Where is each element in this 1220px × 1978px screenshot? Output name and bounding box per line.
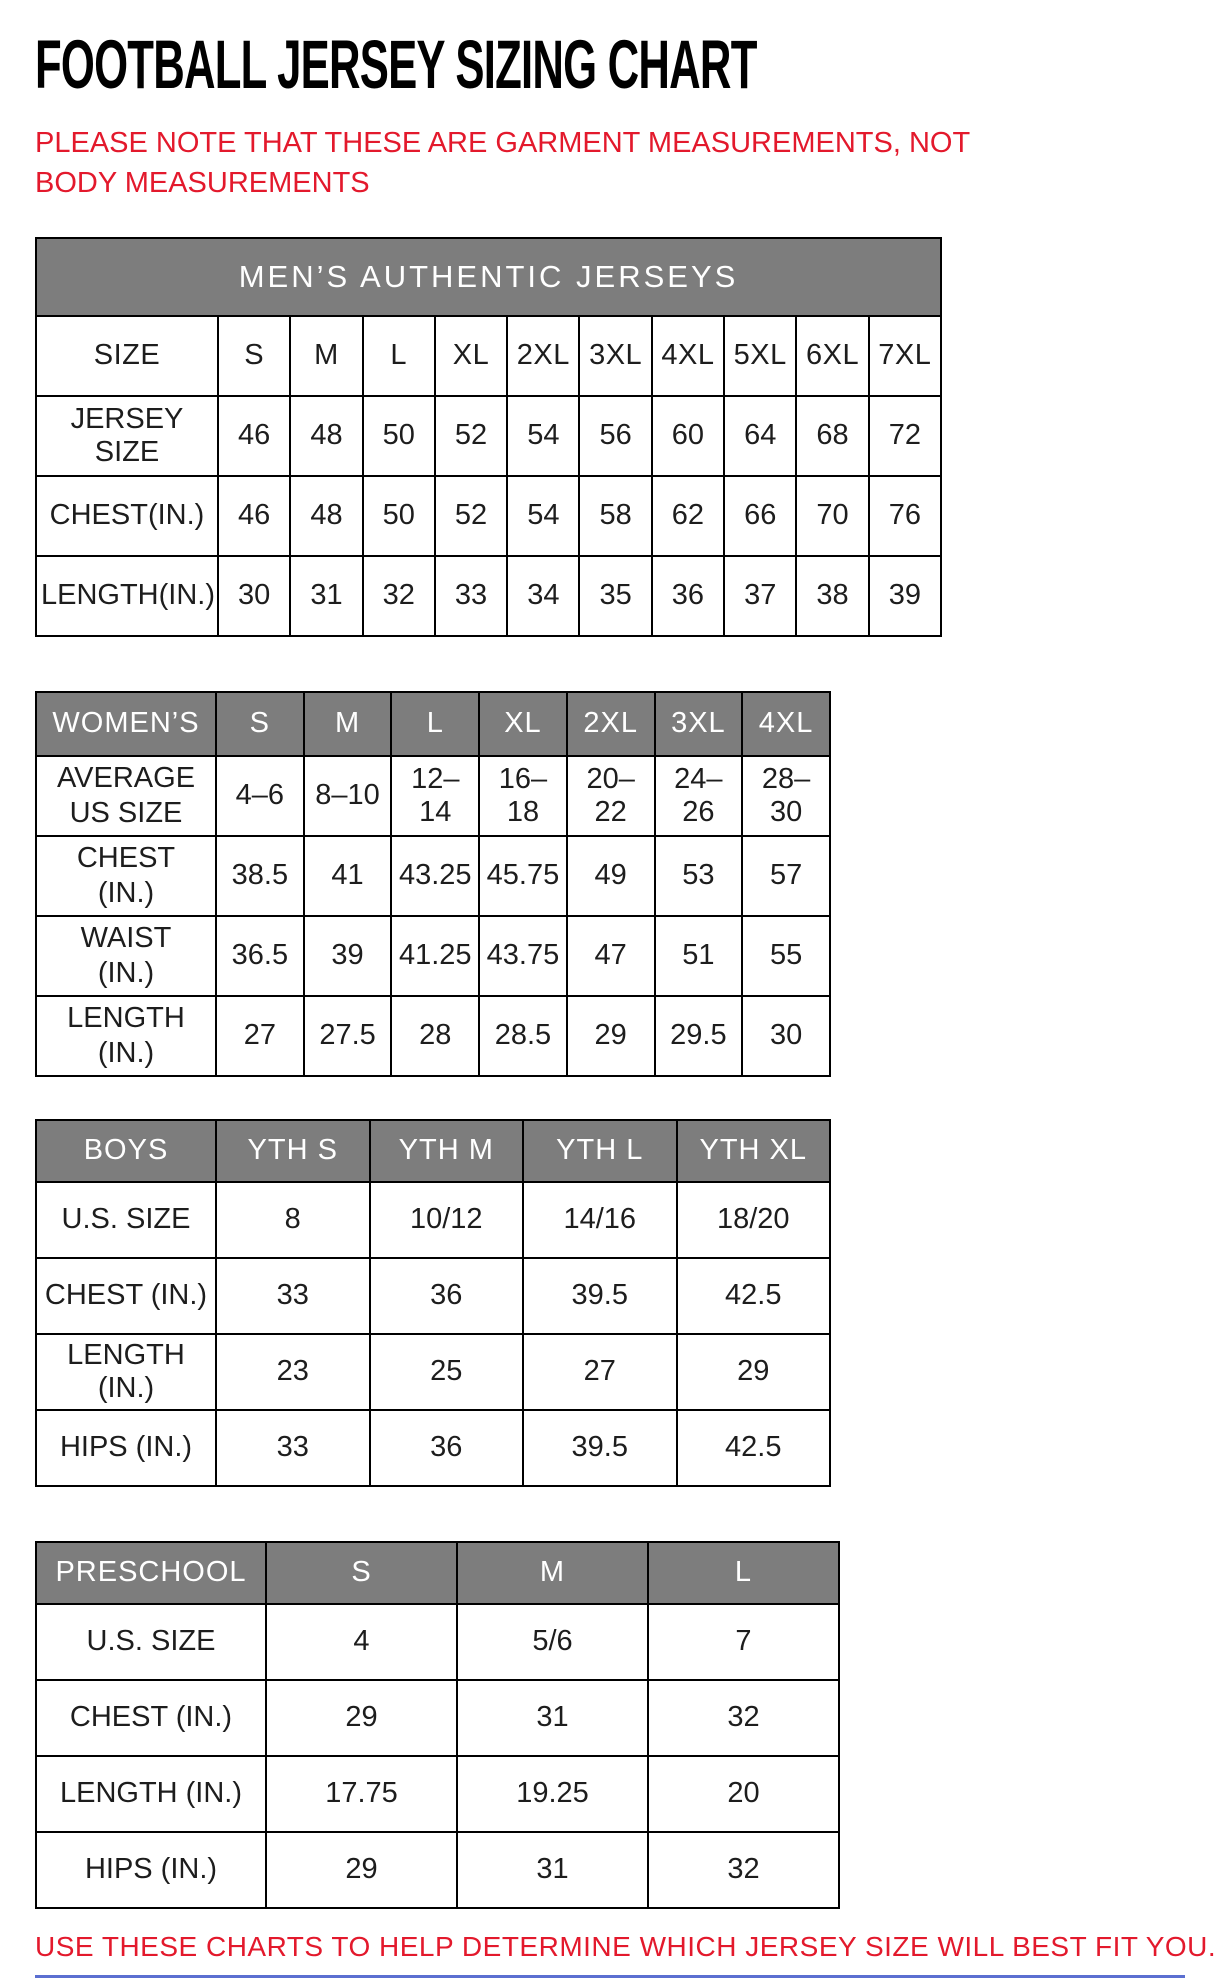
- column-header: 3XL: [579, 316, 651, 396]
- cell-value: 29: [266, 1832, 457, 1908]
- cell-value: 27: [216, 996, 304, 1076]
- cell-value: 20: [648, 1756, 839, 1832]
- row-label: LENGTH (IN.): [36, 996, 216, 1076]
- cell-value: 52: [435, 476, 507, 556]
- garment-measurement-note: PLEASE NOTE THAT THESE ARE GARMENT MEASUREMENTS, NOT BODY MEASUREMENTS: [35, 127, 970, 199]
- cell-value: 48: [290, 476, 362, 556]
- cell-value: 25: [370, 1334, 524, 1410]
- cell-value: 30: [218, 556, 290, 636]
- row-label: LENGTH (IN.): [36, 1756, 266, 1832]
- cell-value: 38: [796, 556, 868, 636]
- cell-value: 50: [363, 396, 435, 476]
- boys-sizing-table: [35, 1119, 831, 1487]
- column-header: YTH XL: [677, 1120, 831, 1182]
- table-row: [36, 1832, 839, 1908]
- cell-value: 20–22: [567, 756, 655, 836]
- cell-value: 64: [724, 396, 796, 476]
- preschool-header-row: [36, 1542, 839, 1604]
- cell-value: 72: [869, 396, 941, 476]
- cell-value: 39: [869, 556, 941, 636]
- cell-value: 36: [370, 1258, 524, 1334]
- cell-value: 41: [304, 836, 392, 916]
- cell-value: 17.75: [266, 1756, 457, 1832]
- cell-value: 55: [742, 916, 830, 996]
- cell-value: 33: [216, 1258, 370, 1334]
- cell-value: 66: [724, 476, 796, 556]
- cell-value: 30: [742, 996, 830, 1076]
- cell-value: 12–14: [391, 756, 479, 836]
- column-header: L: [391, 692, 479, 756]
- column-header: 2XL: [507, 316, 579, 396]
- womens-header-label: WOMEN’S: [36, 692, 216, 756]
- cell-value: 42.5: [677, 1258, 831, 1334]
- cell-value: 27: [523, 1334, 677, 1410]
- cell-value: 42.5: [677, 1410, 831, 1486]
- cell-value: 53: [655, 836, 743, 916]
- cell-value: 43.25: [391, 836, 479, 916]
- cell-value: 33: [216, 1410, 370, 1486]
- cell-value: 34: [507, 556, 579, 636]
- table-row: [36, 1334, 830, 1410]
- row-label: HIPS (IN.): [36, 1410, 216, 1486]
- column-header: 6XL: [796, 316, 868, 396]
- column-header: XL: [479, 692, 567, 756]
- column-header: 4XL: [652, 316, 724, 396]
- cell-value: 51: [655, 916, 743, 996]
- cell-value: 27.5: [304, 996, 392, 1076]
- column-header: YTH S: [216, 1120, 370, 1182]
- cell-value: 76: [869, 476, 941, 556]
- cell-value: 18/20: [677, 1182, 831, 1258]
- column-header: YTH L: [523, 1120, 677, 1182]
- cell-value: 28–30: [742, 756, 830, 836]
- cell-value: 31: [457, 1832, 648, 1908]
- mens-header-label: SIZE: [36, 316, 218, 396]
- column-header: XL: [435, 316, 507, 396]
- table-row: [36, 756, 830, 836]
- cell-value: 4–6: [216, 756, 304, 836]
- cell-value: 28: [391, 996, 479, 1076]
- table-row: [36, 396, 941, 476]
- mens-header-row: [36, 316, 941, 396]
- cell-value: 35: [579, 556, 651, 636]
- cell-value: 50: [363, 476, 435, 556]
- cell-value: 29.5: [655, 996, 743, 1076]
- row-label: CHEST(IN.): [36, 476, 218, 556]
- table-row: [36, 1258, 830, 1334]
- fit-advice-note: USE THESE CHARTS TO HELP DETERMINE WHICH JERSEY SIZE WILL BEST FIT YOU.: [35, 1930, 1217, 1962]
- cell-value: 32: [363, 556, 435, 636]
- column-header: M: [304, 692, 392, 756]
- boys-header-row: [36, 1120, 830, 1182]
- cell-value: 10/12: [370, 1182, 524, 1258]
- cell-value: 8–10: [304, 756, 392, 836]
- cell-value: 37: [724, 556, 796, 636]
- womens-sizing-table: [35, 691, 831, 1077]
- cell-value: 23: [216, 1334, 370, 1410]
- cell-value: 28.5: [479, 996, 567, 1076]
- table-row: [36, 836, 830, 916]
- cell-value: 14/16: [523, 1182, 677, 1258]
- page-title: FOOTBALL JERSEY SIZING CHART: [35, 26, 757, 103]
- cell-value: 56: [579, 396, 651, 476]
- cell-value: 46: [218, 396, 290, 476]
- cell-value: 45.75: [479, 836, 567, 916]
- cell-value: 47: [567, 916, 655, 996]
- boys-header-label: BOYS: [36, 1120, 216, 1182]
- cell-value: 33: [435, 556, 507, 636]
- table-row: [36, 916, 830, 996]
- row-label: CHEST (IN.): [36, 1258, 216, 1334]
- cell-value: 43.75: [479, 916, 567, 996]
- cell-value: 48: [290, 396, 362, 476]
- column-header: 2XL: [567, 692, 655, 756]
- column-header: S: [218, 316, 290, 396]
- column-header: L: [363, 316, 435, 396]
- cell-value: 24–26: [655, 756, 743, 836]
- cell-value: 31: [290, 556, 362, 636]
- cell-value: 62: [652, 476, 724, 556]
- cell-value: 57: [742, 836, 830, 916]
- cell-value: 39.5: [523, 1258, 677, 1334]
- row-label: HIPS (IN.): [36, 1832, 266, 1908]
- row-label: CHEST (IN.): [36, 1680, 266, 1756]
- column-header: M: [290, 316, 362, 396]
- womens-header-row: [36, 692, 830, 756]
- cell-value: 36: [370, 1410, 524, 1486]
- cell-value: 46: [218, 476, 290, 556]
- cell-value: 54: [507, 476, 579, 556]
- cell-value: 19.25: [457, 1756, 648, 1832]
- row-label: LENGTH (IN.): [36, 1334, 216, 1410]
- cell-value: 58: [579, 476, 651, 556]
- table-row: [36, 1604, 839, 1680]
- cell-value: 16–18: [479, 756, 567, 836]
- cell-value: 7: [648, 1604, 839, 1680]
- column-header: 5XL: [724, 316, 796, 396]
- table-row: [36, 1410, 830, 1486]
- cell-value: 49: [567, 836, 655, 916]
- cell-value: 31: [457, 1680, 648, 1756]
- cell-value: 54: [507, 396, 579, 476]
- column-header: 4XL: [742, 692, 830, 756]
- cell-value: 70: [796, 476, 868, 556]
- cell-value: 60: [652, 396, 724, 476]
- cell-value: 32: [648, 1832, 839, 1908]
- cell-value: 29: [266, 1680, 457, 1756]
- row-label: WAIST (IN.): [36, 916, 216, 996]
- cell-value: 36: [652, 556, 724, 636]
- column-header: L: [648, 1542, 839, 1604]
- mens-table-title: MEN’S AUTHENTIC JERSEYS: [36, 238, 941, 316]
- table-row: [36, 556, 941, 636]
- row-label: CHEST (IN.): [36, 836, 216, 916]
- table-row: [36, 1182, 830, 1258]
- column-header: 7XL: [869, 316, 941, 396]
- cell-value: 39: [304, 916, 392, 996]
- cell-value: 38.5: [216, 836, 304, 916]
- column-header: 3XL: [655, 692, 743, 756]
- cell-value: 8: [216, 1182, 370, 1258]
- cell-value: 36.5: [216, 916, 304, 996]
- row-label: LENGTH(IN.): [36, 556, 218, 636]
- row-label: JERSEY SIZE: [36, 396, 218, 476]
- row-label: AVERAGE US SIZE: [36, 756, 216, 836]
- cell-value: 41.25: [391, 916, 479, 996]
- cell-value: 68: [796, 396, 868, 476]
- cell-value: 52: [435, 396, 507, 476]
- bottom-divider: [35, 1975, 1185, 1978]
- cell-value: 5/6: [457, 1604, 648, 1680]
- mens-title-row: [36, 238, 941, 316]
- mens-authentic-jerseys-table: [35, 237, 942, 637]
- column-header: S: [216, 692, 304, 756]
- cell-value: 29: [567, 996, 655, 1076]
- preschool-header-label: PRESCHOOL: [36, 1542, 266, 1604]
- cell-value: 29: [677, 1334, 831, 1410]
- table-row: [36, 1680, 839, 1756]
- cell-value: 32: [648, 1680, 839, 1756]
- table-row: [36, 1756, 839, 1832]
- table-row: [36, 996, 830, 1076]
- row-label: U.S. SIZE: [36, 1182, 216, 1258]
- column-header: S: [266, 1542, 457, 1604]
- preschool-sizing-table: [35, 1541, 840, 1909]
- column-header: YTH M: [370, 1120, 524, 1182]
- cell-value: 4: [266, 1604, 457, 1680]
- column-header: M: [457, 1542, 648, 1604]
- table-row: [36, 476, 941, 556]
- row-label: U.S. SIZE: [36, 1604, 266, 1680]
- cell-value: 39.5: [523, 1410, 677, 1486]
